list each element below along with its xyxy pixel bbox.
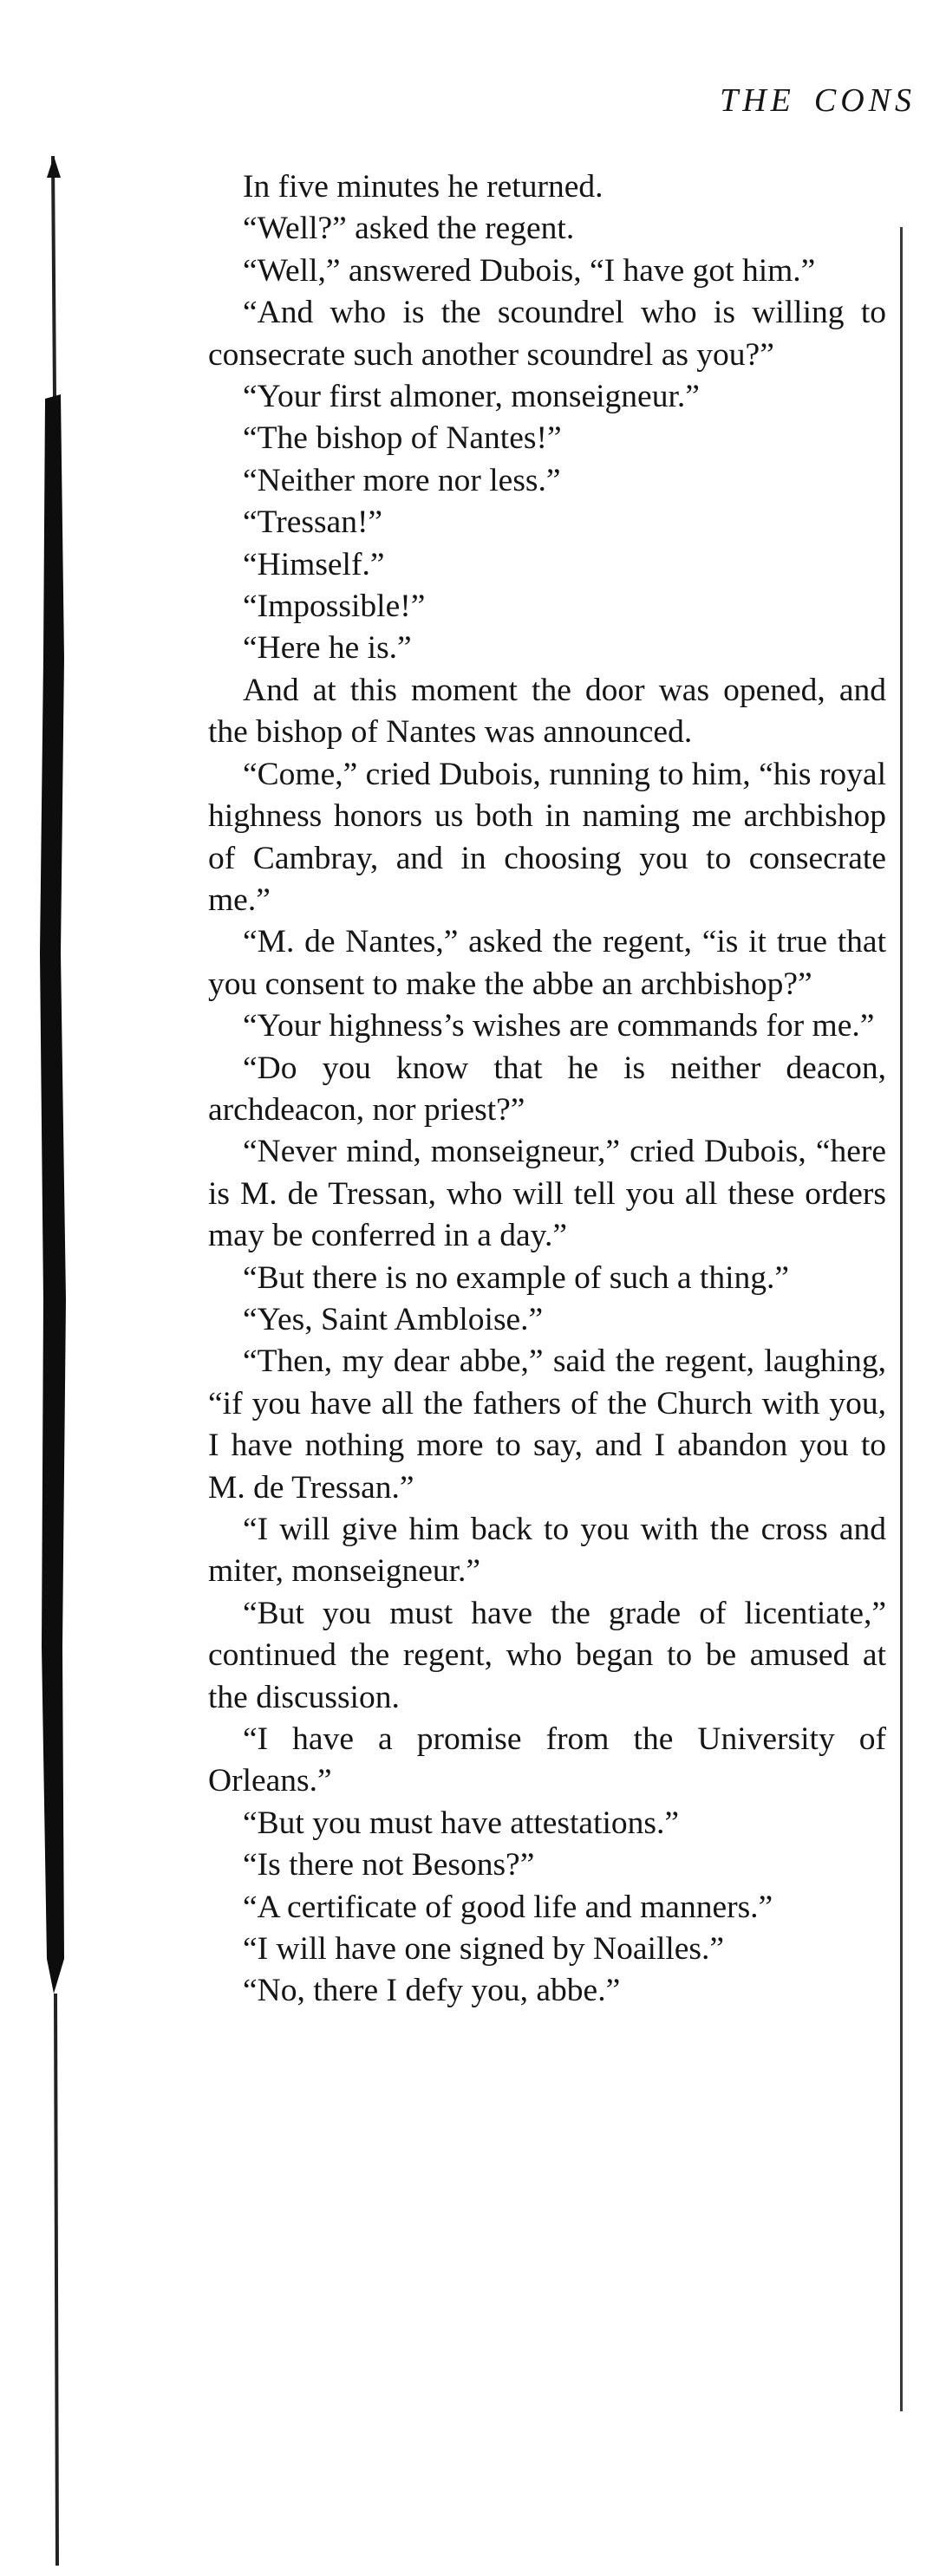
paragraph: “No, there I defy you, abbe.” — [243, 1973, 621, 2009]
paragraph: “Do you know that he is neither deacon, archdeacon, nor priest?” — [208, 1050, 886, 1128]
paragraph: “Your highness’s wishes are commands for me.” — [243, 1008, 875, 1044]
binding-edge-strip — [26, 0, 78, 2576]
gutter-thin-line-bottom — [55, 1994, 57, 2566]
gutter-thick-band — [40, 394, 66, 1994]
paragraph: “And who is the scoundrel who is willing to consecrate such another scoundrel as you?” — [208, 295, 886, 373]
running-header — [701, 81, 916, 120]
paragraph: “A certificate of good life and manners.” — [243, 1889, 773, 1925]
paragraph: “Impossible!” — [243, 589, 426, 625]
paragraph: “M. de Nantes,” asked the regent, “is it true that you consent to make the abbe an archbishop?” — [208, 924, 886, 1002]
paragraph: “Here he is.” — [243, 630, 412, 667]
paragraph: “But you must have attestations.” — [243, 1805, 680, 1841]
paragraph: “Your first almoner, monseigneur.” — [243, 379, 700, 415]
column-rule — [900, 227, 903, 2411]
text-column — [208, 166, 886, 2013]
paragraph: And at this moment the door was opened, and the bishop of Nantes was announced. — [208, 672, 886, 751]
header-word-2: CONS — [813, 82, 916, 119]
gutter-thin-line-top — [53, 156, 55, 399]
paragraph: “Yes, Saint Ambloise.” — [243, 1301, 544, 1337]
paragraph: “I have a promise from the University of Orleans.” — [208, 1721, 886, 1799]
paragraph: “Well?” asked the regent. — [243, 211, 575, 247]
paragraph: “Neither more nor less.” — [243, 462, 561, 498]
paragraph: “Never mind, monseigneur,” cried Dubois, “here is M. de Tressan, who will tell you all these orders may be conferred in a day.” — [208, 1134, 886, 1254]
paragraph: “I will have one signed by Noailles.” — [243, 1931, 725, 1968]
paragraph: “Then, my dear abbe,” said the regent, laughing, “if you have all the fathers of the Church with you, I have nothing more to say, and I abandon you to M. de Tressan.” — [208, 1343, 886, 1506]
paragraph: “But there is no example of such a thing.” — [243, 1259, 790, 1296]
header-word-1: THE — [720, 82, 795, 119]
paragraph: “I will give him back to you with the cross and miter, monseigneur.” — [208, 1512, 886, 1590]
paragraph: “Come,” cried Dubois, running to him, “his royal highness honors us both in naming me archbishop of Cambray, and in choosing you to consecrate me.” — [208, 756, 886, 918]
paragraph: “Well,” answered Dubois, “I have got him.” — [243, 252, 816, 289]
gutter-arrow-mark — [47, 156, 61, 178]
paragraph: In five minutes he returned. — [243, 169, 604, 205]
paragraph: “The bishop of Nantes!” — [243, 420, 562, 457]
paragraph: “Tressan!” — [243, 504, 383, 541]
paragraph: “But you must have the grade of licentiate,” continued the regent, who began to be amused at the discussion. — [208, 1595, 886, 1715]
paragraph: “Is there not Besons?” — [243, 1847, 535, 1883]
paragraph: “Himself.” — [243, 546, 385, 582]
